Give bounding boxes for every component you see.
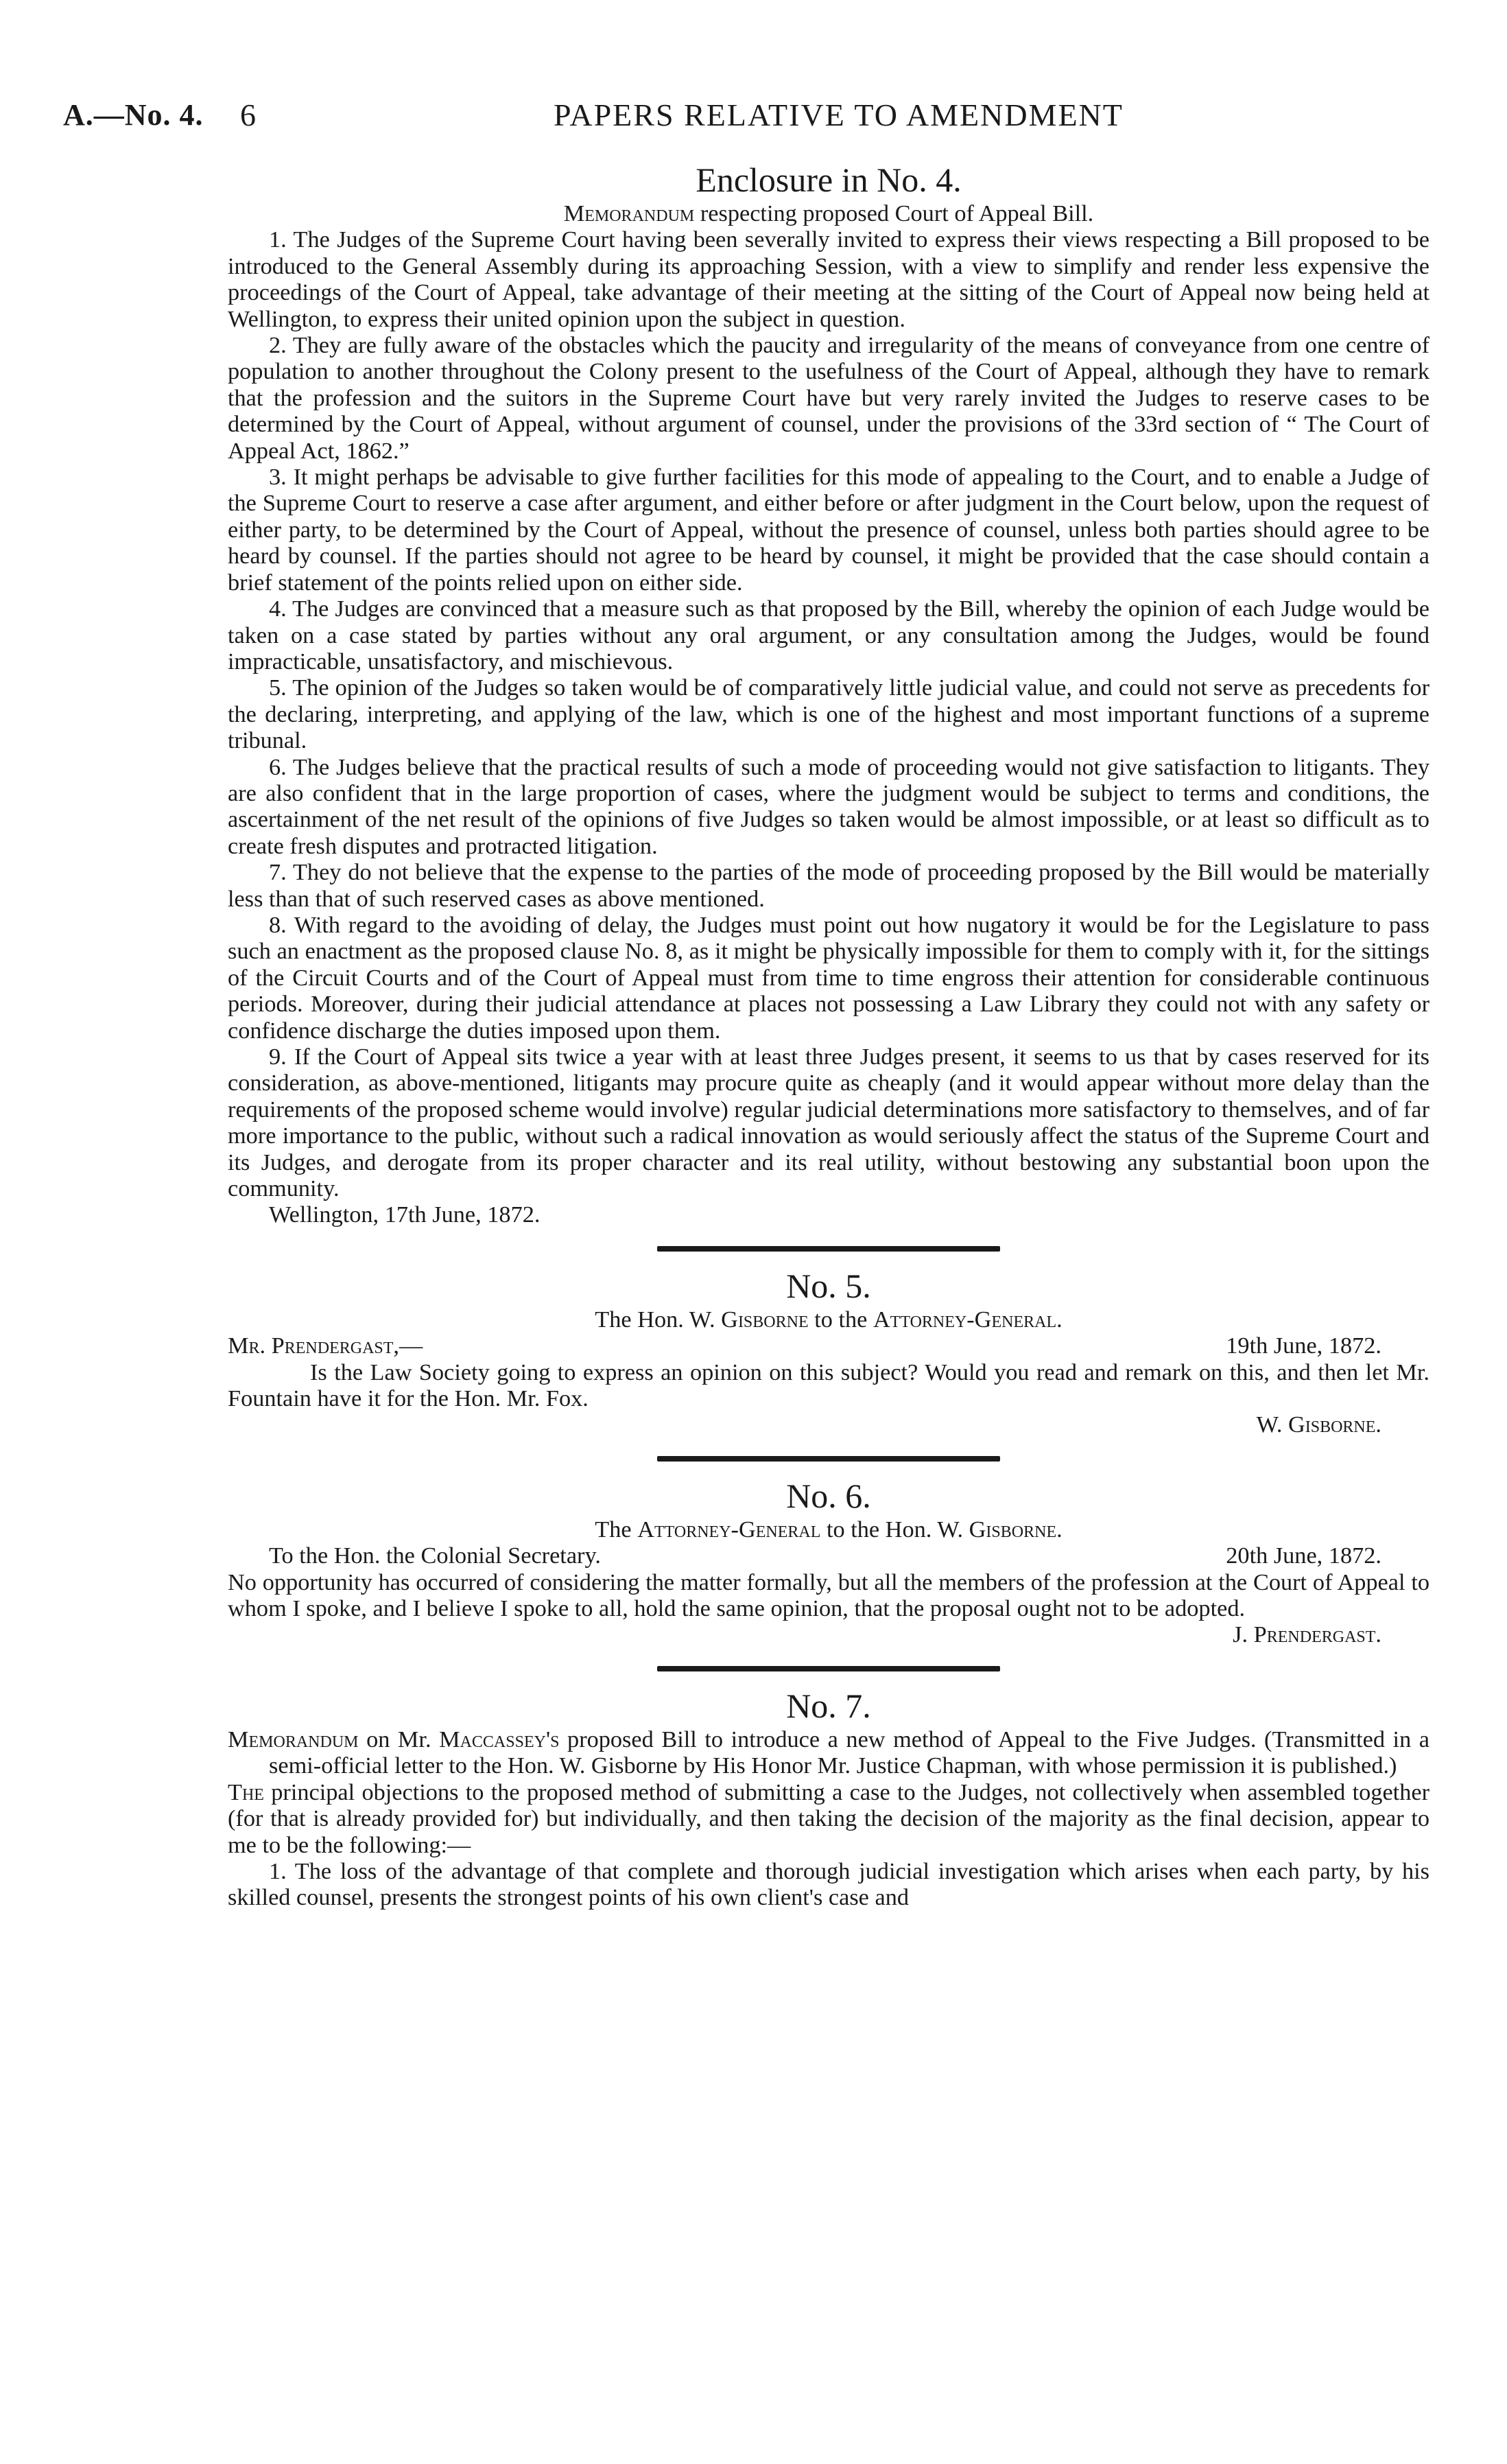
enclosure-heading: Enclosure in No. 4. <box>696 161 962 199</box>
no6-subheading <box>228 1516 1429 1542</box>
no7-intro <box>228 1779 1429 1858</box>
no5-sub-part-3: to the <box>814 1306 868 1333</box>
paragraph-8: 8. With regard to the avoiding of delay, the Judges must point out how nugatory it would be for the Legislature to pass such an enactment as the proposed clause No. 8, as it might be physically impossible for them to comply with it, for the sittings of the Circuit Courts and of the Court of Appeal must from time to time engross their attention for considerable continuous periods. Moreover, during their judicial attendance at places not possessing a Law Library they could not with any safety or confidence discharge the duties imposed upon them. <box>228 911 1429 1044</box>
paragraph-6: 6. The Judges believe that the practical results of such a mode of proceeding would not give satisfaction to litigants. They are also confident that in the large proportion of cases, where the judgment would be subject to terms and conditions, the ascertainment of the net result of the opinions of five Judges so taken would be almost impossible, or at least so difficult as to create fresh disputes and protracted litigation. <box>228 753 1429 859</box>
no5-signature-initial: W. <box>1256 1411 1283 1438</box>
memorandum-label: Memorandum <box>563 200 695 226</box>
subheading-text: respecting proposed Court of Appeal Bill. <box>700 200 1094 226</box>
paragraph-1: 1. The Judges of the Supreme Court having been severally invited to express their views respecting a Bill proposed to be introduced to the General Assembly during its approaching Session, with a view to simplify and render less expensive the proceedings of the Court of Appeal, take advantage of their meeting at the sitting of the Court of Appeal now being held at Wellington, to express their united opinion upon the subject in question. <box>228 226 1429 332</box>
no5-sub-part-1: The Hon. W. <box>595 1306 715 1333</box>
paragraph-3: 3. It might perhaps be advisable to give further facilities for this mode of appealing to the Court, and to enable a Judge of the Supreme Court to reserve a case after argument, and either before or after judgment in the Court below, upon the request of either party, to be determined by the Court of Appeal, without the presence of counsel, unless both parties should agree to be heard by counsel. If the parties should not agree to be heard by counsel, it might be provided that the case should contain a brief statement of the points relied upon on either side. <box>228 464 1429 596</box>
no7-memo-part-4: proposed Bill to introduce a new method of Appeal to the Five Judges. (Transmitted in a semi-official letter to the Hon. W. Gisborne by His Honor Mr. Justice Chapman, with whose permission it is published.) <box>269 1726 1430 1779</box>
no5-text: Is the Law Society going to express an opinion on this subject? Would you read and remark on this, and then let Mr. Fountain have it for the Hon. Mr. Fox. <box>228 1359 1429 1412</box>
no6-date: 20th June, 1872. <box>1226 1542 1381 1569</box>
section-divider <box>657 1456 1000 1462</box>
no6-sub-part-2: Attorney-General <box>637 1516 821 1542</box>
paragraph-7: 7. They do not believe that the expense to the parties of the mode of proceeding proposed by the Bill would be materially less than that of such reserved cases as above mentioned. <box>228 859 1429 912</box>
no7-point-1: 1. The loss of the advantage of that complete and thorough judicial investigation which arises when each party, by his skilled counsel, presents the strongest points of his own client's case and <box>228 1857 1429 1911</box>
no6-addressee: To the Hon. the Colonial Secretary. <box>269 1542 601 1569</box>
document-reference: A.—No. 4. <box>63 98 204 132</box>
no5-sub-part-2: Gisborne <box>721 1306 809 1333</box>
no6-section <box>228 1475 1429 1648</box>
no6-text: No opportunity has occurred of considering the matter formally, but all the members of the profession at the Court of Appeal to whom I spoke, and I believe I spoke to all, hold the same opinion, that the proposal ought not to be adopted. <box>228 1569 1429 1622</box>
no5-heading: No. 5. <box>786 1266 871 1305</box>
page-title: PAPERS RELATIVE TO AMENDMENT <box>554 97 1124 132</box>
page-number: 6 <box>240 97 256 132</box>
enclosure-date: Wellington, 17th June, 1872. <box>269 1201 541 1228</box>
no5-salutation <box>228 1333 423 1359</box>
paragraph-2: 2. They are fully aware of the obstacles which the paucity and irregularity of the means of conveyance from one centre of population to another throughout the Colony present to the usefulness of the Court of Appeal, although they have to remark that the profession and the suitors in the Supreme Court have but very rarely invited the Judges to reserve cases to be determined by the Court of Appeal, without argument of counsel, under the provisions of the 33rd section of “ The Court of Appeal Act, 1862.” <box>228 332 1429 464</box>
no5-signature <box>228 1411 1429 1438</box>
enclosure-subheading <box>228 200 1429 226</box>
running-header <box>63 95 1435 136</box>
no5-sub-part-4: Attorney-General. <box>873 1306 1063 1333</box>
no6-sub-part-4: Gisborne. <box>969 1516 1063 1542</box>
paragraph-9: 9. If the Court of Appeal sits twice a year with at least three Judges present, it seems to us that by cases reserved for its consideration, as above-mentioned, litigants may procure quite as cheaply (and it would appear without more delay than the requirements of the proposed scheme would involve) regular judicial determinations more satisfactory to themselves, and of far more importance to the public, without such a radical innovation as would seriously affect the status of the Supreme Court and its Judges, and derogate from its proper character and its real utility, without bestowing any substantial boon upon the community. <box>228 1044 1429 1202</box>
no6-signature-initial: J. <box>1233 1621 1248 1648</box>
no7-heading: No. 7. <box>786 1686 871 1725</box>
no7-memo-part-2: on Mr. <box>366 1726 431 1752</box>
no6-sub-part-3: to the Hon. W. <box>826 1516 964 1542</box>
no5-section <box>228 1265 1429 1438</box>
enclosure-section <box>228 159 1429 1228</box>
no5-subheading <box>228 1306 1429 1333</box>
no5-salutation-initial: M <box>228 1333 249 1359</box>
no7-section <box>228 1685 1429 1911</box>
no6-signature-name: Prendergast. <box>1253 1621 1381 1648</box>
paragraph-5: 5. The opinion of the Judges so taken would be of comparatively little judicial value, and could not serve as precedents for the declaring, interpreting, and applying of the law, which is one of the highest and most important functions of a supreme tribunal. <box>228 674 1429 754</box>
section-divider <box>657 1246 1000 1252</box>
document-body <box>228 159 1429 1911</box>
paragraph-4: 4. The Judges are convinced that a measure such as that proposed by the Bill, whereby the opinion of each Judge would be taken on a case stated by parties without any oral argument, or any consultation among the Judges, would be found impracticable, unsatisfactory, and mischievous. <box>228 596 1429 674</box>
no6-sub-part-1: The <box>595 1516 632 1542</box>
no5-signature-name: Gisborne. <box>1288 1411 1381 1438</box>
no7-memorandum-title <box>228 1726 1429 1779</box>
section-divider <box>657 1666 1000 1671</box>
no7-memo-label: Memorandum <box>228 1726 359 1752</box>
no6-signature <box>228 1621 1429 1647</box>
no5-salutation-rest: r. Prendergast,— <box>248 1333 423 1359</box>
no7-memo-name: Maccassey's <box>439 1726 560 1752</box>
no5-date: 19th June, 1872. <box>1226 1333 1381 1359</box>
no5-salutation-line <box>228 1333 1429 1359</box>
no6-heading: No. 6. <box>786 1476 871 1515</box>
no7-intro-first-word: The <box>228 1779 264 1805</box>
no7-intro-text: principal objections to the proposed method of submitting a case to the Judges, not collectively when assembled together (for that is already provided for) but individually, and then taking the decision of the majority as the final decision, appear to me to be the following:— <box>228 1779 1429 1858</box>
no6-address-line <box>228 1542 1429 1569</box>
